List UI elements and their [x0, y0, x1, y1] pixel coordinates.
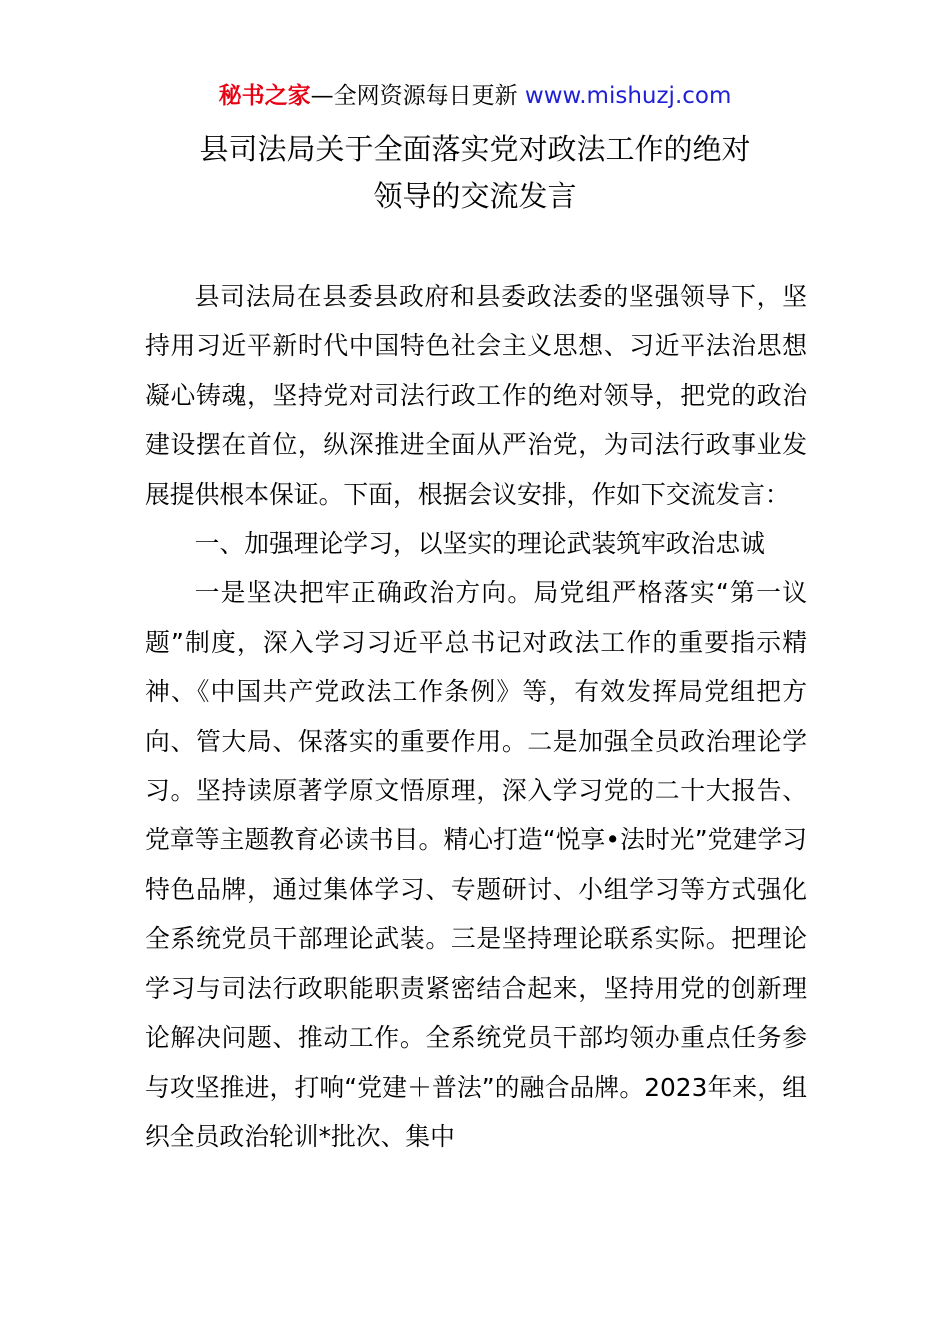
site-header [0, 80, 950, 112]
title-line-1: 县司法局关于全面落实党对政法工作的绝对 [199, 132, 751, 166]
intro-paragraph: 县司法局在县委县政府和县委政法委的坚强领导下，坚持用习近平新时代中国特色社会主义思想、习近平法治思想凝心铸魂，坚持党对司法行政工作的绝对领导，把党的政治建设摆在首位，纵深推进全面从严治党，为司法行政事业发展提供根本保证。下面，根据会议安排，作如下交流发言： [145, 282, 807, 509]
title-line-2: 领导的交流发言 [373, 179, 577, 213]
section-heading: 一、加强理论学习，以坚实的理论武装筑牢政治忠诚 [194, 529, 765, 559]
document-title [0, 126, 950, 220]
site-brand: 秘书之家 [218, 83, 311, 109]
site-url-link[interactable]: www.mishuzj.com [524, 83, 732, 109]
site-tagline: —全网资源每日更新 [310, 83, 525, 109]
section-paragraph: 一是坚决把牢正确政治方向。局党组严格落实“第一议题”制度，深入学习习近平总书记对政法工作的重要指示精神、《中国共产党政法工作条例》等，有效发挥局党组把方向、管大局、保落实的重要作用。二是加强全员政治理论学习。坚持读原著学原文悟原理，深入学习党的二十大报告、党章等主题教育必读书目。精心打造“悦享•法时光”党建学习特色品牌，通过集体学习、专题研讨、小组学习等方式强化全系统党员干部理论武装。三是坚持理论联系实际。把理论学习与司法行政职能职责紧密结合起来，坚持用党的创新理论解决问题、推动工作。全系统党员干部均领办重点任务参与攻坚推进，打响“党建＋普法”的融合品牌。2023年来，组织全员政治轮训*批次、集中 [145, 578, 807, 1151]
document-body [145, 272, 807, 1161]
